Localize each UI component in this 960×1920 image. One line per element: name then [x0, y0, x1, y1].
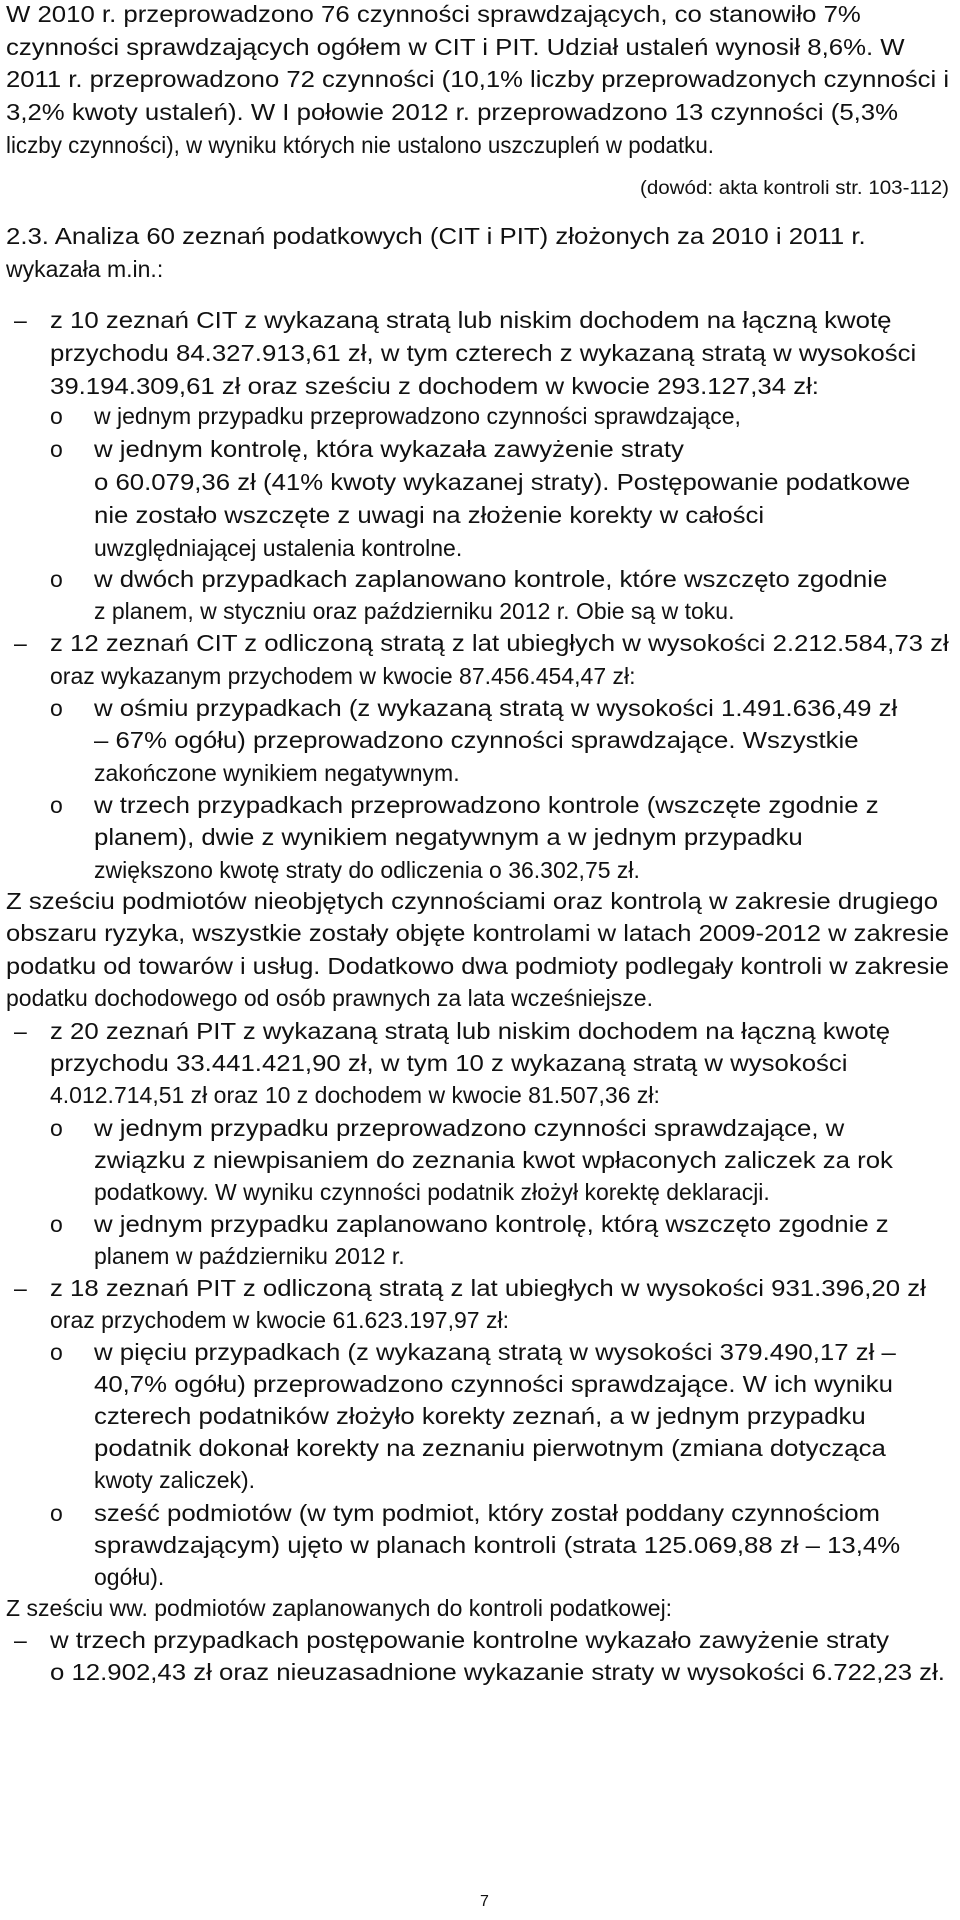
text-line: w jednym przypadku przeprowadzono czynności sprawdzające, — [94, 403, 741, 429]
text-line: podatkowy. W wyniku czynności podatnik złożył korektę deklaracji. — [94, 1179, 770, 1205]
text-line: z 10 zeznań CIT z wykazaną stratą lub niskim dochodem na łączną kwotę — [50, 307, 892, 333]
text-line: Z sześciu ww. podmiotów zaplanowanych do kontroli podatkowej: — [6, 1595, 673, 1621]
page-number: 7 — [480, 1893, 489, 1910]
text-line: ogółu). — [94, 1564, 165, 1590]
text-line: w pięciu przypadkach (z wykazaną stratą w wysokości 379.490,17 zł – — [94, 1339, 896, 1365]
circle-bullet-icon: o — [50, 792, 63, 818]
text-line: podatnik dokonał korekty na zeznaniu pierwotnym (zmiana dotycząca — [94, 1435, 886, 1461]
text-line: obszaru ryzyka, wszystkie zostały objęte kontrolami w latach 2009-2012 w zakresie — [6, 920, 949, 946]
circle-bullet-icon: o — [50, 1500, 63, 1526]
text-line: w jednym kontrolę, która wykazała zawyżenie straty — [94, 436, 684, 462]
text-line: oraz wykazanym przychodem w kwocie 87.456.454,47 zł: — [50, 663, 636, 689]
text-line: o 60.079,36 zł (41% kwoty wykazanej straty). Postępowanie podatkowe — [94, 469, 911, 495]
text-line: wykazała m.in.: — [6, 256, 164, 282]
text-line: oraz przychodem w kwocie 61.623.197,97 zł: — [50, 1307, 509, 1333]
dash-bullet-icon: – — [14, 1018, 27, 1044]
dash-bullet-icon: – — [14, 307, 27, 333]
dash-bullet-icon: – — [14, 630, 27, 656]
text-line: 39.194.309,61 zł oraz sześciu z dochodem w kwocie 293.127,34 zł: — [50, 373, 819, 399]
text-line: Z sześciu podmiotów nieobjętych czynnościami oraz kontrolą w zakresie drugiego — [6, 888, 939, 914]
circle-bullet-icon: o — [50, 403, 63, 429]
text-line: – 67% ogółu) przeprowadzono czynności sprawdzające. Wszystkie — [94, 727, 859, 753]
text-line: związku z niewpisaniem do zeznania kwot wpłaconych zaliczek za rok — [94, 1147, 893, 1173]
text-line: w trzech przypadkach postępowanie kontrolne wykazało zawyżenie straty — [50, 1627, 890, 1653]
text-line: 2.3. Analiza 60 zeznań podatkowych (CIT i PIT) złożonych za 2010 i 2011 r. — [6, 223, 866, 249]
text-line: zakończone wynikiem negatywnym. — [94, 760, 460, 786]
text-line: z planem, w styczniu oraz październiku 2012 r. Obie są w toku. — [94, 598, 735, 624]
circle-bullet-icon: o — [50, 1115, 63, 1141]
circle-bullet-icon: o — [50, 566, 63, 592]
text-line: w ośmiu przypadkach (z wykazaną stratą w wysokości 1.491.636,49 zł — [94, 695, 898, 721]
text-line: podatku od towarów i usług. Dodatkowo dwa podmioty podlegały kontroli w zakresie — [6, 953, 949, 979]
circle-bullet-icon: o — [50, 1211, 63, 1237]
text-line: przychodu 33.441.421,90 zł, w tym 10 z wykazaną stratą w wysokości — [50, 1050, 848, 1076]
text-line: 4.012.714,51 zł oraz 10 z dochodem w kwocie 81.507,36 zł: — [50, 1082, 660, 1108]
text-line: sześć podmiotów (w tym podmiot, który został poddany czynnościom — [94, 1500, 880, 1526]
text-line: podatku dochodowego od osób prawnych za lata wcześniejsze. — [6, 985, 653, 1011]
text-line: nie zostało wszczęte z uwagi na złożenie korekty w całości — [94, 502, 765, 528]
text-line: 2011 r. przeprowadzono 72 czynności (10,1% liczby przeprowadzonych czynności i — [6, 66, 950, 92]
text-line: w jednym przypadku przeprowadzono czynności sprawdzające, w — [94, 1115, 845, 1141]
text-line: liczby czynności), w wyniku których nie ustalono uszczupleń w podatku. — [6, 132, 714, 158]
text-line: 40,7% ogółu) przeprowadzono czynności sprawdzające. W ich wyniku — [94, 1371, 893, 1397]
text-line: w jednym przypadku zaplanowano kontrolę, którą wszczęto zgodnie z — [94, 1211, 889, 1237]
dash-bullet-icon: – — [14, 1275, 27, 1301]
text-line: (dowód: akta kontroli str. 103-112) — [640, 178, 950, 199]
text-line: W 2010 r. przeprowadzono 76 czynności sprawdzających, co stanowiło 7% — [6, 1, 861, 27]
text-line: o 12.902,43 zł oraz nieuzasadnione wykazanie straty w wysokości 6.722,23 zł. — [50, 1659, 945, 1685]
dash-bullet-icon: – — [14, 1627, 27, 1653]
text-line: kwoty zaliczek). — [94, 1467, 256, 1493]
text-line: w trzech przypadkach przeprowadzono kontrole (wszczęte zgodnie z — [94, 792, 879, 818]
text-line: z 12 zeznań CIT z odliczoną stratą z lat ubiegłych w wysokości 2.212.584,73 zł — [50, 630, 949, 656]
text-line: uwzględniającej ustalenia kontrolne. — [94, 535, 463, 561]
circle-bullet-icon: o — [50, 436, 63, 462]
text-line: z 20 zeznań PIT z wykazaną stratą lub niskim dochodem na łączną kwotę — [50, 1018, 891, 1044]
text-line: z 18 zeznań PIT z odliczoną stratą z lat ubiegłych w wysokości 931.396,20 zł — [50, 1275, 926, 1301]
text-line: planem), dwie z wynikiem negatywnym a w jednym przypadku — [94, 824, 803, 850]
text-line: 3,2% kwoty ustaleń). W I połowie 2012 r. przeprowadzono 13 czynności (5,3% — [6, 99, 899, 125]
circle-bullet-icon: o — [50, 695, 63, 721]
text-line: planem w październiku 2012 r. — [94, 1243, 405, 1269]
text-line: sprawdzającym) ujęto w planach kontroli (strata 125.069,88 zł – 13,4% — [94, 1532, 901, 1558]
text-line: czynności sprawdzających ogółem w CIT i PIT. Udział ustaleń wynosił 8,6%. W — [6, 34, 905, 60]
circle-bullet-icon: o — [50, 1339, 63, 1365]
text-line: zwiększono kwotę straty do odliczenia o 36.302,75 zł. — [94, 857, 640, 883]
text-line: czterech podatników złożyło korekty zeznań, a w jednym przypadku — [94, 1403, 866, 1429]
document-page — [6, 0, 954, 1920]
text-line: w dwóch przypadkach zaplanowano kontrole, które wszczęto zgodnie — [94, 566, 888, 592]
text-line: przychodu 84.327.913,61 zł, w tym czterech z wykazaną stratą w wysokości — [50, 340, 917, 366]
